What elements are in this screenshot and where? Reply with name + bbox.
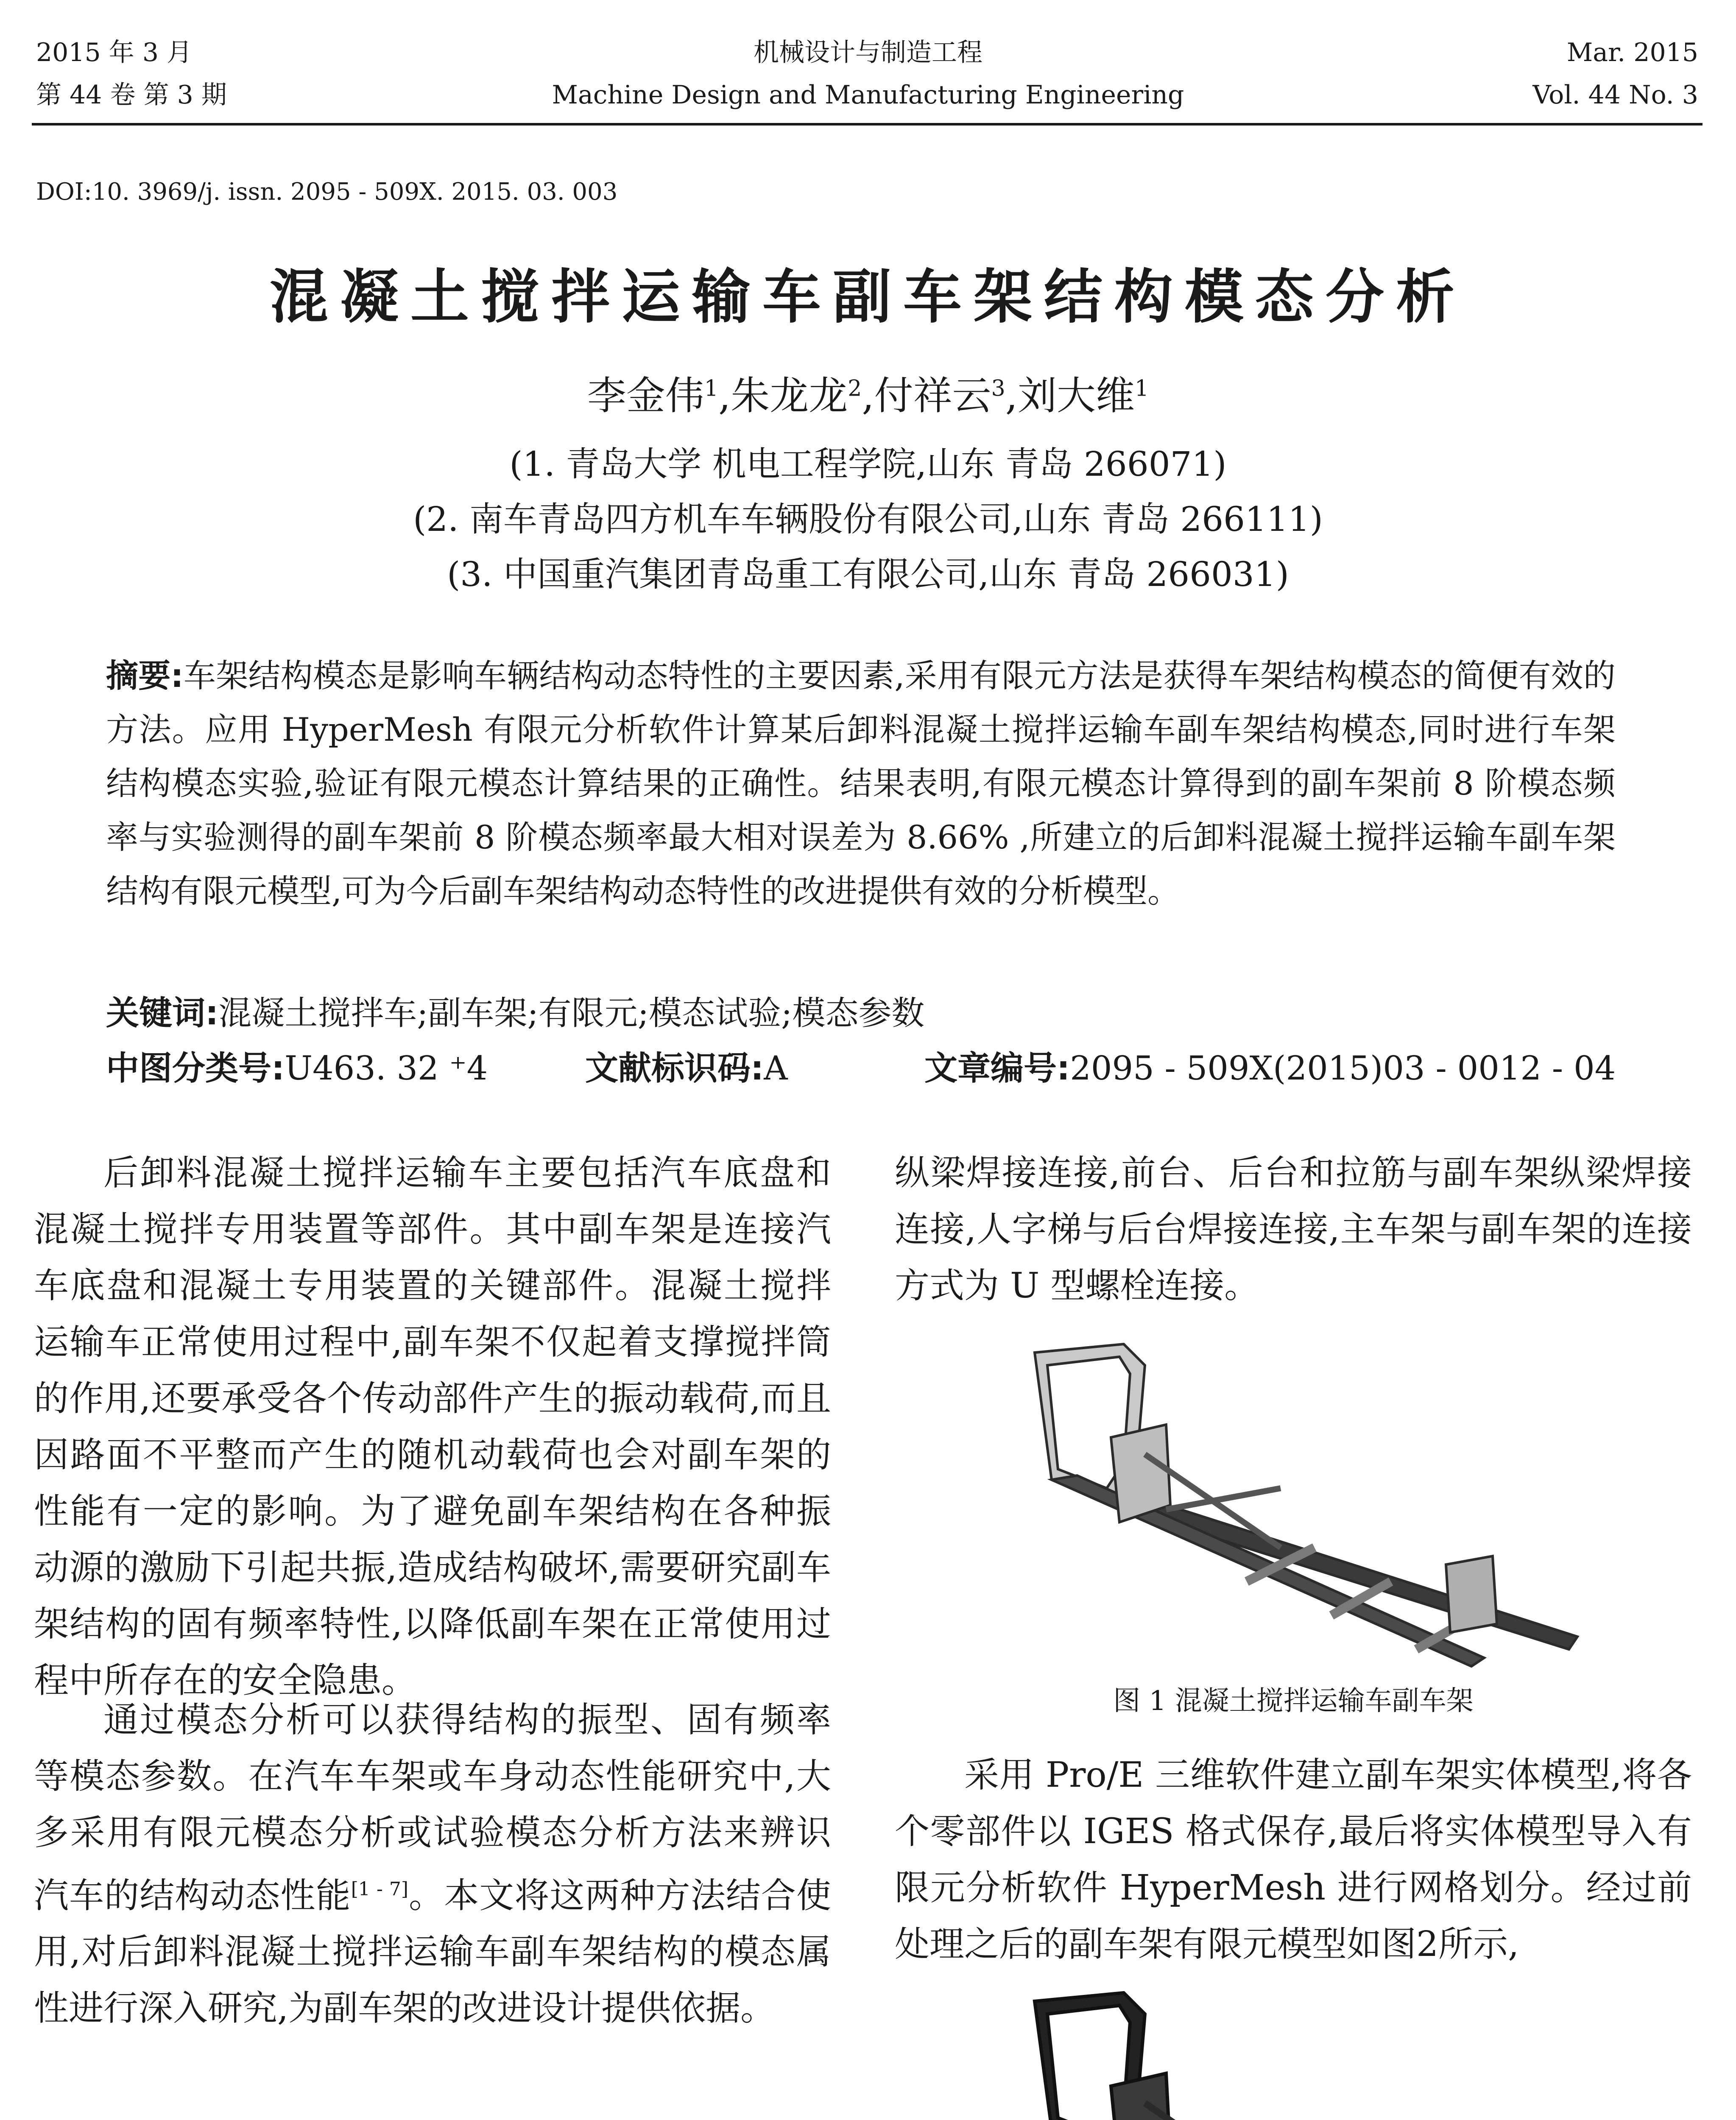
author-list: 李金伟$^1$,朱龙龙$^2$,付祥云$^3$,刘大维$^1$: [587, 373, 1149, 418]
intro-p2-part-a: 通过模态分析可以获得结构的振型、固有频率等模态参数。在汽车车架或车身动态性能研究中,大多采用有限元模态分析或试验模态分析方法来辨识汽车的结构动态性能: [34, 1700, 831, 1916]
right-p-top-text: 纵梁焊接连接,前台、后台和拉筋与副车架纵梁焊接连接,人字梯与后台焊接连接,主车架与副车架的连接方式为 U 型螺栓连接。: [895, 1153, 1692, 1306]
intro-paragraph-1: [34, 1145, 831, 1709]
doc-code: [585, 1049, 788, 1088]
article-label: 文章编号:: [924, 1049, 1070, 1088]
header-volume-en: Vol. 44 No. 3: [1532, 80, 1698, 110]
header-date-en: Mar. 2015: [1566, 38, 1698, 67]
right-paragraph-mid: [895, 1747, 1692, 1972]
keywords: [106, 994, 1616, 1032]
author-name: 李金伟: [587, 373, 704, 418]
author-name: 刘大维: [1017, 373, 1135, 418]
author-affil-sup: 2: [848, 376, 862, 402]
paper-title: 混凝土搅拌运输车副车架结构模态分析: [269, 263, 1466, 331]
header-rule: [32, 123, 1703, 126]
header-volume-cn: 第 44 卷 第 3 期: [36, 80, 227, 110]
intro-p2-text: [34, 1692, 831, 2036]
header-journal-cn: 机械设计与制造工程: [754, 38, 982, 67]
clc-label: 中图分类号:: [106, 1049, 285, 1088]
figure-1-caption: 图 1 混凝土搅拌运输车副车架: [1113, 1685, 1474, 1717]
abstract-label: 摘要:: [106, 657, 184, 695]
keywords-text: 混凝土搅拌车;副车架;有限元;模态试验;模态参数: [218, 994, 925, 1032]
intro-p2-part-b: 。本文将这两种方法结合使用,对后卸料混凝土搅拌运输车副车架结构的模态属性进行深入研究,为副车架的改进设计提供依据。: [34, 1875, 831, 2029]
intro-p1-text: 后卸料混凝土搅拌运输车主要包括汽车底盘和混凝土搅拌专用装置等部件。其中副车架是连接汽车底盘和混凝土专用装置的关键部件。混凝土搅拌运输车正常使用过程中,副车架不仅起着支撑搅拌筒的作用,还要承受各个传动部件产生的振动载荷,而且因路面不平整而产生的随机动载荷也会对副车架的性能有一定的影响。为了避免副车架结构在各种振动源的激励下引起共振,造成结构破坏,需要研究副车架结构的固有频率特性,以降低副车架在正常使用过程中所存在的安全隐患。: [34, 1153, 831, 1701]
right-p-mid-text: 采用 Pro/E 三维软件建立副车架实体模型,将各个零部件以 IGES 格式保存,最后将实体模型导入有限元分析软件 HyperMesh 进行网格划分。经过前处理之后的副车架有限元模型如图2所示,: [895, 1755, 1692, 1964]
doc-label: 文献标识码:: [585, 1049, 764, 1088]
intro-paragraph-2: [34, 1692, 831, 2036]
affiliation: (3. 中国重汽集团青岛重工有限公司,山东 青岛 266031): [447, 555, 1289, 594]
right-paragraph-top: [895, 1145, 1692, 1314]
author-affil-sup: 3: [991, 376, 1005, 402]
keywords-label: 关键词:: [106, 994, 219, 1032]
subframe-figure-1: [984, 1327, 1590, 1671]
affiliation: (1. 青岛大学 机电工程学院,山东 青岛 266071): [509, 444, 1227, 484]
clc-number: [106, 1049, 488, 1088]
affiliation: (2. 南车青岛四方机车车辆股份有限公司,山东 青岛 266111): [413, 499, 1323, 539]
abstract: [106, 649, 1616, 918]
abstract-text: 车架结构模态是影响车辆结构动态特性的主要因素,采用有限元方法是获得车架结构模态的简便有效的方法。应用 HyperMesh 有限元分析软件计算某后卸料混凝土搅拌运输车副车架结构模态,同时进行车架结构模态实验,验证有限元模态计算结果的正确性。结果表明,有限元模态计算得到的副车架前 8 阶模态频率与实验测得的副车架前 8 阶模态频率最大相对误差为 8.66% ,所建立的后卸料混凝土搅拌运输车副车架结构有限元模型,可为今后副车架结构动态特性的改进提供有效的分析模型。: [106, 657, 1616, 910]
header-journal-en: Machine Design and Manufacturing Engineering: [552, 80, 1184, 110]
fe-model-figure-2: [984, 1976, 1590, 2120]
author-affil-sup: 1: [1135, 376, 1149, 402]
header-date-cn: 2015 年 3 月: [36, 38, 193, 67]
citation-ref: [1 - 7]: [351, 1878, 409, 1900]
clc-value: U463. 32 ⁺4: [285, 1049, 488, 1088]
doc-value: A: [764, 1049, 788, 1088]
doi: DOI:10. 3969/j. issn. 2095 - 509X. 2015. 03. 003: [36, 178, 618, 206]
author-name: 付祥云: [874, 373, 991, 418]
author-affil-sup: 1: [704, 376, 719, 402]
author-name: 朱龙龙: [731, 373, 848, 418]
article-number: [924, 1049, 1616, 1088]
article-value: 2095 - 509X(2015)03 - 0012 - 04: [1070, 1049, 1616, 1088]
